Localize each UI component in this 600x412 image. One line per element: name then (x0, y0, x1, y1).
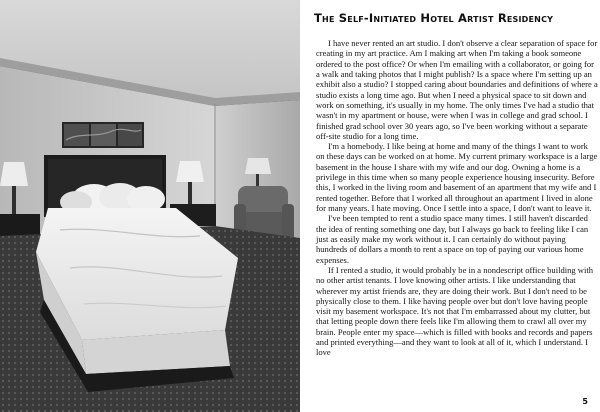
body-text (316, 38, 598, 358)
paragraph: I've been tempted to rent a studio space many times. I still haven't discarded the idea of renting something one day, but I always go back to feeling like I can just as easily make my work without it. I can certainly do without paying hundreds of dollars a month to rent a space on top of paying our various home expenses. (316, 213, 589, 265)
page-number: 5 (582, 397, 588, 406)
paragraph: I'm a homebody. I like being at home and many of the things I want to work on these days can be worked on at home. My current primary workspace is a large basement in the house I share with my wife and our dog. Owning a home is a privilege in this time when so many people experience housing insecurity. Before this, I worked in the living room and basement of an apartment that my wife and I rented together. Before that I worked all throughout an apartment I lived in alone for many years. I hate moving. Once I settle into a space, I don't want to leave it. (316, 141, 598, 213)
paragraph: I have never rented an art studio. I don't observe a clear separation of space for creating in my art practice. Am I making art when I'm taking a book someone ordered to the post office? Or when I'm emailing with a collaborator, or going for a walk and taking photos that I might publish? Is a space where I'm setting up an exhibit also a studio? I stopped caring about boundaries and definitions of where a studio exists a long time ago. But when I need a physical space to sit down and work on something, it's usually in my home. The only times I've had a studio that wasn't in my apartment or house, were when I was in college and grad school. I finished grad school over 30 years ago, so I've been working without a separate off-site studio for a long time. (316, 38, 598, 141)
page-title: The Self-Initiated Hotel Artist Residency (314, 11, 554, 25)
paragraph: If I rented a studio, it would probably be in a nondescript office building with no other artist tenants. I love knowing other artists. I like understanding that wherever my artist friends are, they are doing their work. But I don't need to be physically close to them. I like having people over but don't love having people visit my basement workspace. It's not that I'm embarrassed about my clutter, but that letting people down there feels like I'm allowing them to crawl all over my brain. People enter my space—which is filled with books and records and papers and printed everything—and they want to look at all of it, which I understand. I love (316, 264, 593, 358)
text-page (300, 0, 600, 412)
